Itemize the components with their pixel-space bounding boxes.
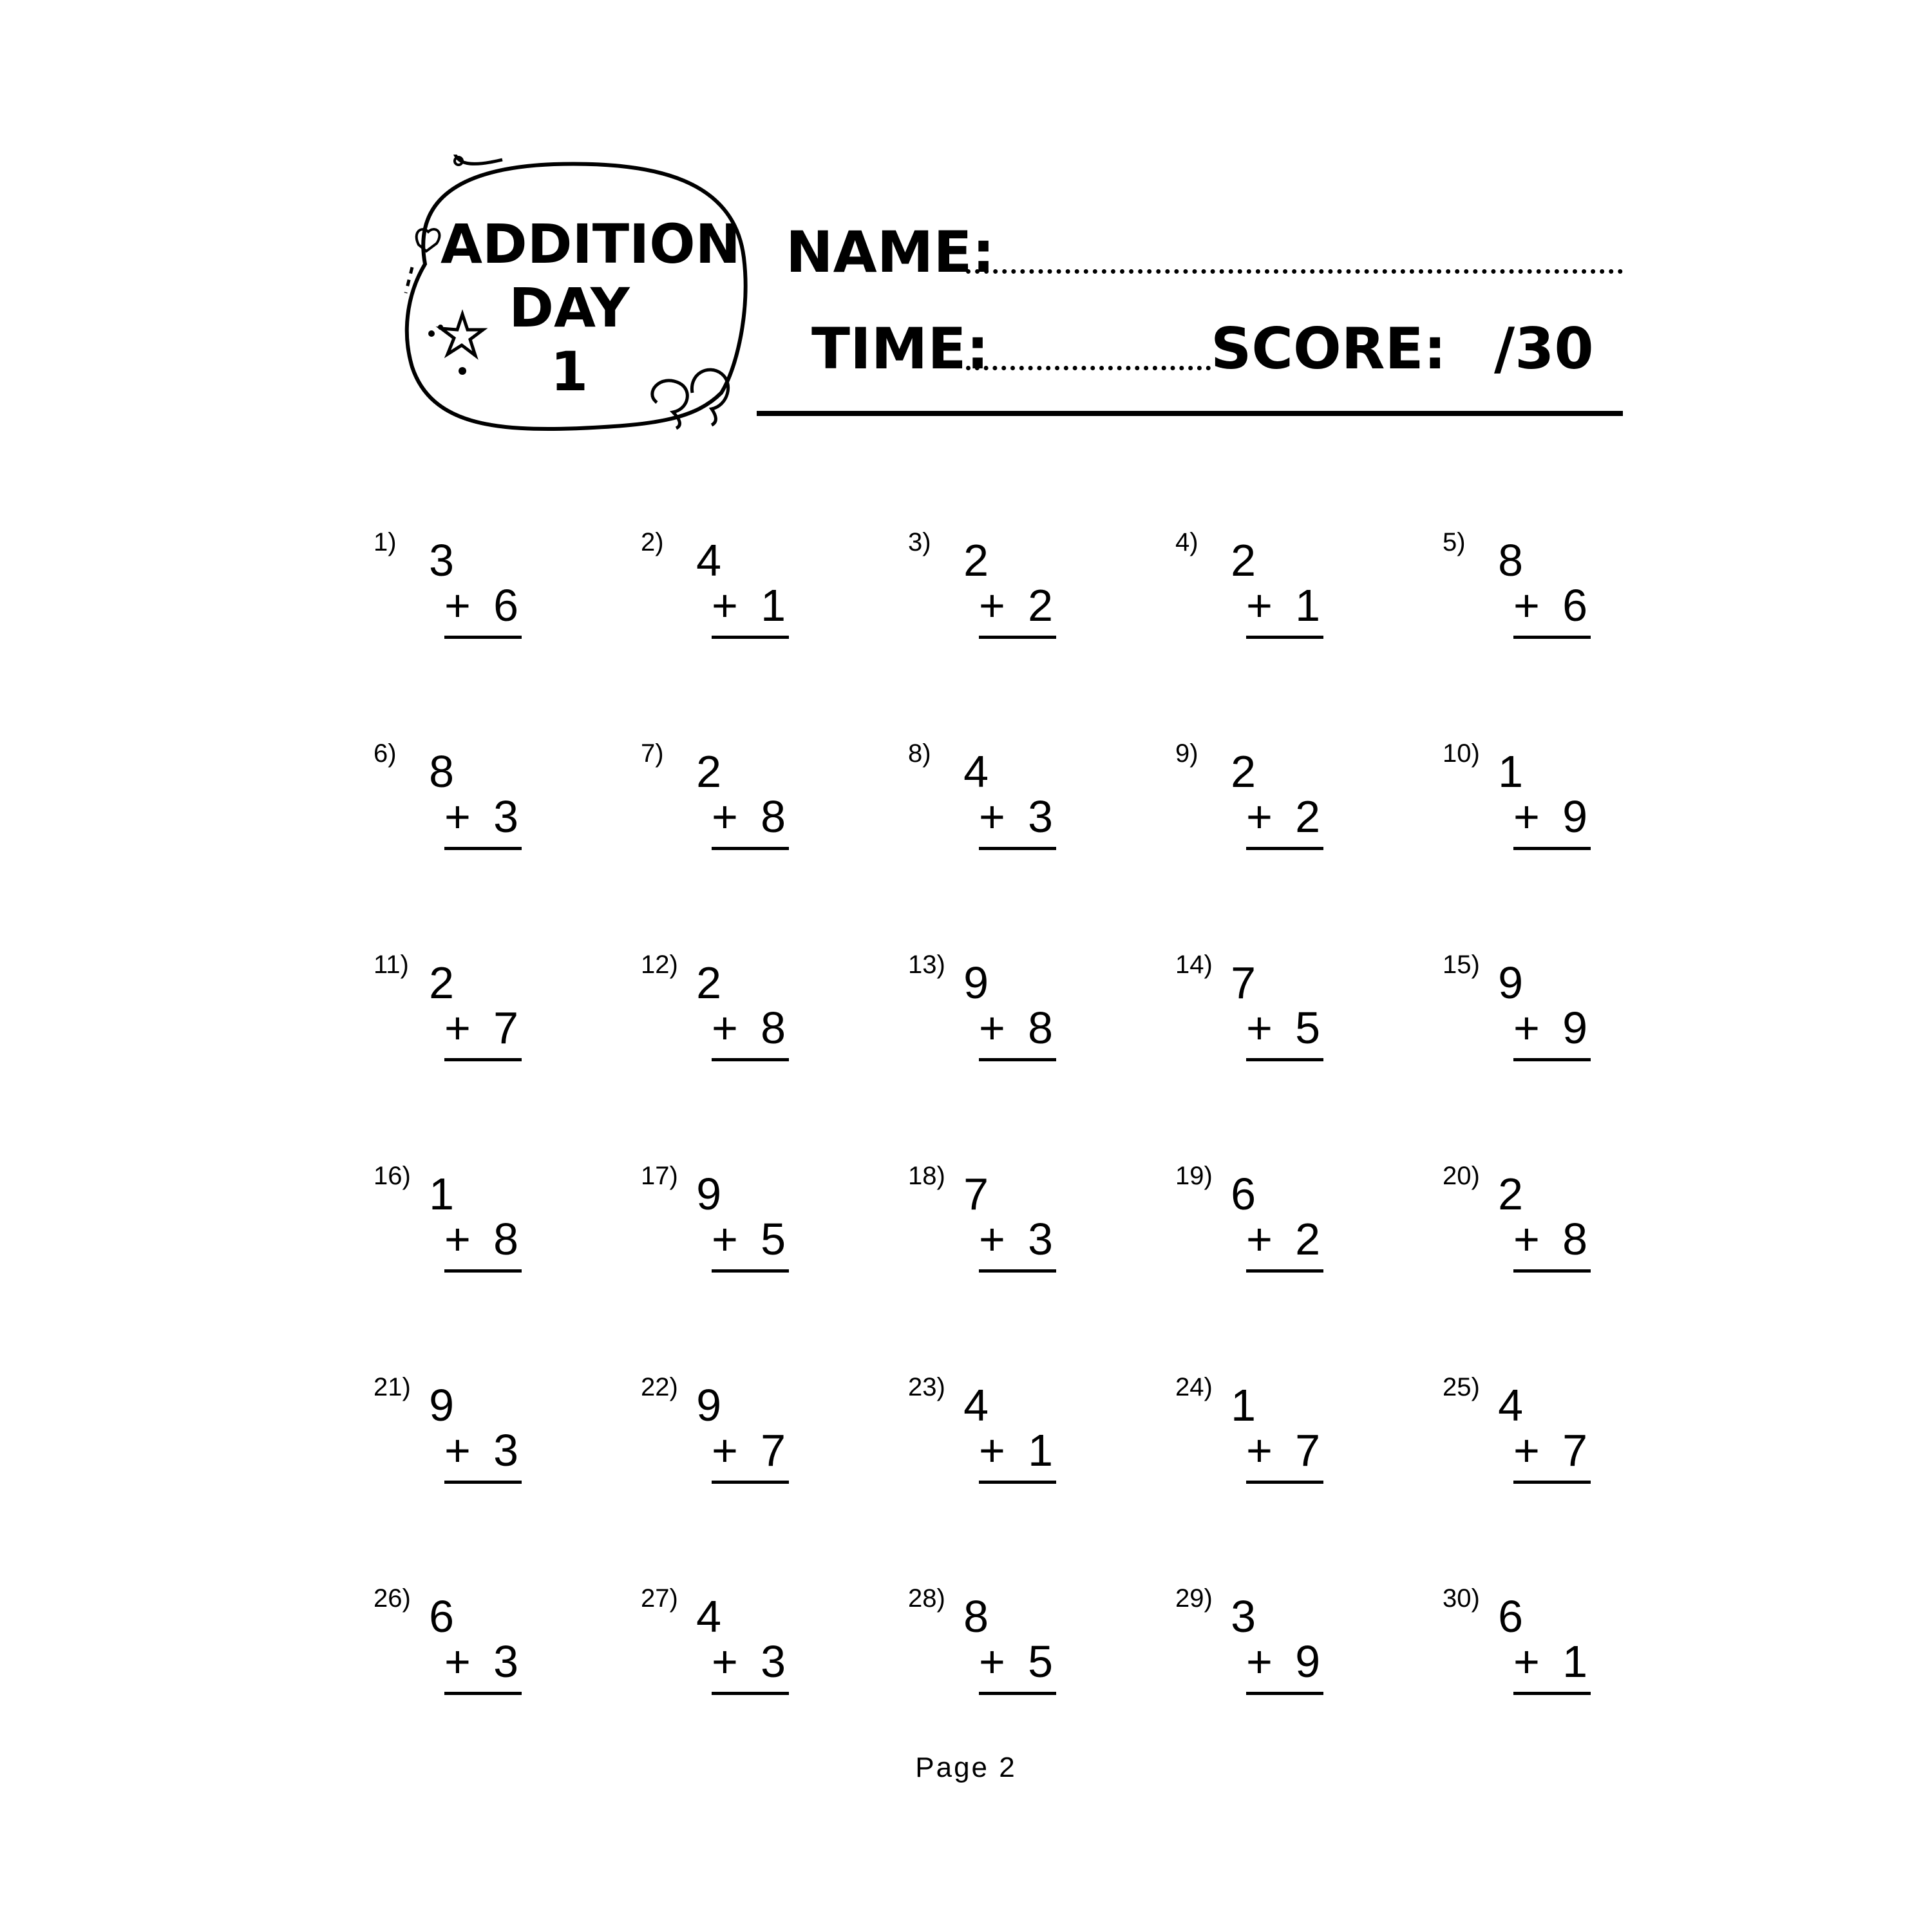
name-label: NAME:: [786, 219, 995, 285]
plus-sign: +: [712, 1003, 738, 1053]
problem-number: 4): [1175, 528, 1198, 556]
top-operand: 1: [1498, 746, 1523, 797]
bottom-operand: 3: [493, 1636, 518, 1687]
top-operand: 2: [963, 535, 989, 585]
problem-number: 14): [1175, 951, 1213, 979]
top-operand: 1: [1231, 1380, 1256, 1430]
answer-line[interactable]: [1513, 580, 1591, 639]
bottom-operand: 1: [761, 580, 786, 630]
bottom-operand: 8: [493, 1214, 518, 1264]
top-operand: 7: [963, 1169, 989, 1219]
answer-line[interactable]: [712, 1005, 789, 1061]
bottom-operand: 7: [493, 1003, 518, 1053]
answer-line[interactable]: [1246, 791, 1323, 850]
top-operand: 7: [1231, 958, 1256, 1008]
problem-3: [908, 528, 1101, 657]
plus-sign: +: [1246, 1214, 1273, 1264]
plus-sign: +: [979, 791, 1005, 842]
problem-5: [1443, 528, 1636, 657]
plus-sign: +: [444, 580, 471, 630]
plus-sign: +: [1513, 1214, 1540, 1264]
top-operand: 1: [429, 1169, 454, 1219]
problem-number: 6): [374, 739, 397, 768]
top-operand: 6: [1231, 1169, 1256, 1219]
problem-number: 19): [1175, 1162, 1213, 1190]
bottom-operand: 9: [1562, 1003, 1587, 1053]
problem-24: [1175, 1373, 1368, 1502]
problem-number: 26): [374, 1584, 411, 1613]
bottom-operand: 5: [761, 1214, 786, 1264]
answer-line[interactable]: [1513, 1214, 1591, 1273]
plus-sign: +: [979, 1003, 1005, 1053]
problem-15: [1443, 951, 1636, 1079]
answer-line[interactable]: [1246, 1636, 1323, 1695]
problem-number: 13): [908, 951, 945, 979]
top-operand: 6: [1498, 1591, 1523, 1642]
answer-line[interactable]: [979, 580, 1056, 639]
score-label: SCORE:: [1211, 316, 1446, 382]
problem-number: 20): [1443, 1162, 1480, 1190]
plus-sign: +: [444, 1425, 471, 1475]
problem-number: 28): [908, 1584, 945, 1613]
name-line[interactable]: [966, 269, 1623, 274]
bottom-operand: 3: [493, 1425, 518, 1475]
top-operand: 9: [696, 1380, 721, 1430]
bottom-operand: 9: [1562, 791, 1587, 842]
bottom-operand: 8: [1562, 1214, 1587, 1264]
problem-8: [908, 739, 1101, 868]
problem-30: [1443, 1584, 1636, 1713]
bottom-operand: 7: [1295, 1425, 1320, 1475]
problem-number: 29): [1175, 1584, 1213, 1613]
plus-sign: +: [1246, 791, 1273, 842]
problem-number: 9): [1175, 739, 1198, 768]
problem-12: [641, 951, 834, 1079]
top-operand: 9: [429, 1380, 454, 1430]
answer-line[interactable]: [712, 1636, 789, 1695]
bottom-operand: 5: [1295, 1003, 1320, 1053]
plus-sign: +: [444, 1636, 471, 1687]
problem-number: 10): [1443, 739, 1480, 768]
bottom-operand: 1: [1562, 1636, 1587, 1687]
problem-16: [374, 1162, 567, 1291]
problem-number: 22): [641, 1373, 678, 1401]
problem-number: 12): [641, 951, 678, 979]
problem-25: [1443, 1373, 1636, 1502]
problem-26: [374, 1584, 567, 1713]
bottom-operand: 8: [1028, 1003, 1053, 1053]
answer-line[interactable]: [444, 1636, 522, 1695]
answer-line[interactable]: [712, 1425, 789, 1484]
top-operand: 4: [696, 535, 721, 585]
plus-sign: +: [1513, 1636, 1540, 1687]
plus-sign: +: [712, 1425, 738, 1475]
problem-number: 17): [641, 1162, 678, 1190]
bottom-operand: 1: [1295, 580, 1320, 630]
top-operand: 4: [963, 746, 989, 797]
problem-23: [908, 1373, 1101, 1502]
problem-number: 24): [1175, 1373, 1213, 1401]
answer-line[interactable]: [979, 1214, 1056, 1273]
bottom-operand: 5: [1028, 1636, 1053, 1687]
top-operand: 2: [1231, 535, 1256, 585]
answer-line[interactable]: [444, 1005, 522, 1061]
answer-line[interactable]: [444, 1425, 522, 1484]
plus-sign: +: [712, 1636, 738, 1687]
plus-sign: +: [444, 791, 471, 842]
problem-13: [908, 951, 1101, 1079]
problem-number: 8): [908, 739, 931, 768]
top-operand: 8: [1498, 535, 1523, 585]
top-operand: 6: [429, 1591, 454, 1642]
problem-number: 15): [1443, 951, 1480, 979]
problem-20: [1443, 1162, 1636, 1291]
bottom-operand: 6: [1562, 580, 1587, 630]
answer-line[interactable]: [979, 1636, 1056, 1695]
bottom-operand: 3: [493, 791, 518, 842]
badge-title: [440, 213, 741, 404]
problem-number: 23): [908, 1373, 945, 1401]
bottom-operand: 3: [761, 1636, 786, 1687]
answer-line[interactable]: [979, 1425, 1056, 1484]
plus-sign: +: [1513, 791, 1540, 842]
header-underline: [757, 411, 1623, 416]
top-operand: 9: [1498, 958, 1523, 1008]
problem-number: 3): [908, 528, 931, 556]
answer-line[interactable]: [444, 791, 522, 850]
plus-sign: +: [1513, 580, 1540, 630]
problem-4: [1175, 528, 1368, 657]
problem-18: [908, 1162, 1101, 1291]
plus-sign: +: [712, 580, 738, 630]
top-operand: 4: [696, 1591, 721, 1642]
bottom-operand: 7: [761, 1425, 786, 1475]
bottom-operand: 2: [1028, 580, 1053, 630]
top-operand: 2: [429, 958, 454, 1008]
problem-7: [641, 739, 834, 868]
answer-line[interactable]: [1246, 1425, 1323, 1484]
bottom-operand: 8: [761, 791, 786, 842]
plus-sign: +: [444, 1214, 471, 1264]
answer-line[interactable]: [712, 1214, 789, 1273]
answer-line[interactable]: [712, 791, 789, 850]
plus-sign: +: [979, 1425, 1005, 1475]
badge-title-line2: DAY: [509, 276, 630, 340]
problem-14: [1175, 951, 1368, 1079]
problem-number: 2): [641, 528, 664, 556]
plus-sign: +: [1513, 1425, 1540, 1475]
worksheet-header: [386, 155, 1623, 438]
problem-number: 11): [374, 951, 409, 979]
problem-28: [908, 1584, 1101, 1713]
badge-day-number: 1: [550, 340, 589, 404]
score-total: /30: [1494, 316, 1594, 382]
plus-sign: +: [444, 1003, 471, 1053]
answer-line[interactable]: [1246, 1005, 1323, 1061]
bottom-operand: 1: [1028, 1425, 1053, 1475]
plus-sign: +: [979, 1214, 1005, 1264]
top-operand: 9: [963, 958, 989, 1008]
top-operand: 8: [963, 1591, 989, 1642]
plus-sign: +: [979, 1636, 1005, 1687]
problem-17: [641, 1162, 834, 1291]
problem-number: 1): [374, 528, 397, 556]
bottom-operand: 3: [1028, 1214, 1053, 1264]
problem-21: [374, 1373, 567, 1502]
top-operand: 2: [696, 746, 721, 797]
time-label: TIME:: [811, 316, 989, 382]
problem-19: [1175, 1162, 1368, 1291]
top-operand: 3: [1231, 1591, 1256, 1642]
answer-line[interactable]: [979, 1005, 1056, 1061]
bottom-operand: 8: [761, 1003, 786, 1053]
problem-number: 30): [1443, 1584, 1480, 1613]
top-operand: 8: [429, 746, 454, 797]
bottom-operand: 3: [1028, 791, 1053, 842]
plus-sign: +: [1246, 1425, 1273, 1475]
answer-line[interactable]: [979, 791, 1056, 850]
problem-number: 21): [374, 1373, 411, 1401]
top-operand: 4: [1498, 1380, 1523, 1430]
problem-1: [374, 528, 567, 657]
answer-line[interactable]: [1513, 791, 1591, 850]
bottom-operand: 2: [1295, 1214, 1320, 1264]
plus-sign: +: [1246, 1003, 1273, 1053]
problem-number: 25): [1443, 1373, 1480, 1401]
badge-title-line1: ADDITION: [440, 213, 741, 276]
answer-line[interactable]: [1246, 1214, 1323, 1273]
problem-number: 18): [908, 1162, 945, 1190]
top-operand: 2: [1231, 746, 1256, 797]
plus-sign: +: [1246, 1636, 1273, 1687]
top-operand: 3: [429, 535, 454, 585]
answer-line[interactable]: [1246, 580, 1323, 639]
problem-number: 27): [641, 1584, 678, 1613]
time-line[interactable]: [966, 366, 1211, 370]
answer-line[interactable]: [444, 580, 522, 639]
top-operand: 2: [696, 958, 721, 1008]
problem-10: [1443, 739, 1636, 868]
bottom-operand: 7: [1562, 1425, 1587, 1475]
problem-number: 5): [1443, 528, 1466, 556]
plus-sign: +: [712, 1214, 738, 1264]
page-number: Page 2: [915, 1752, 1017, 1783]
answer-line[interactable]: [1513, 1005, 1591, 1061]
problem-2: [641, 528, 834, 657]
answer-line[interactable]: [1513, 1425, 1591, 1484]
answer-line[interactable]: [444, 1214, 522, 1273]
top-operand: 9: [696, 1169, 721, 1219]
plus-sign: +: [1513, 1003, 1540, 1053]
problem-6: [374, 739, 567, 868]
problem-number: 7): [641, 739, 664, 768]
problem-27: [641, 1584, 834, 1713]
bottom-operand: 2: [1295, 791, 1320, 842]
plus-sign: +: [979, 580, 1005, 630]
answer-line[interactable]: [712, 580, 789, 639]
problem-29: [1175, 1584, 1368, 1713]
problem-grid: [374, 528, 1719, 1752]
problem-number: 16): [374, 1162, 411, 1190]
answer-line[interactable]: [1513, 1636, 1591, 1695]
problem-11: [374, 951, 567, 1079]
top-operand: 4: [963, 1380, 989, 1430]
top-operand: 2: [1498, 1169, 1523, 1219]
bottom-operand: 9: [1295, 1636, 1320, 1687]
plus-sign: +: [712, 791, 738, 842]
problem-9: [1175, 739, 1368, 868]
problem-22: [641, 1373, 834, 1502]
plus-sign: +: [1246, 580, 1273, 630]
bottom-operand: 6: [493, 580, 518, 630]
